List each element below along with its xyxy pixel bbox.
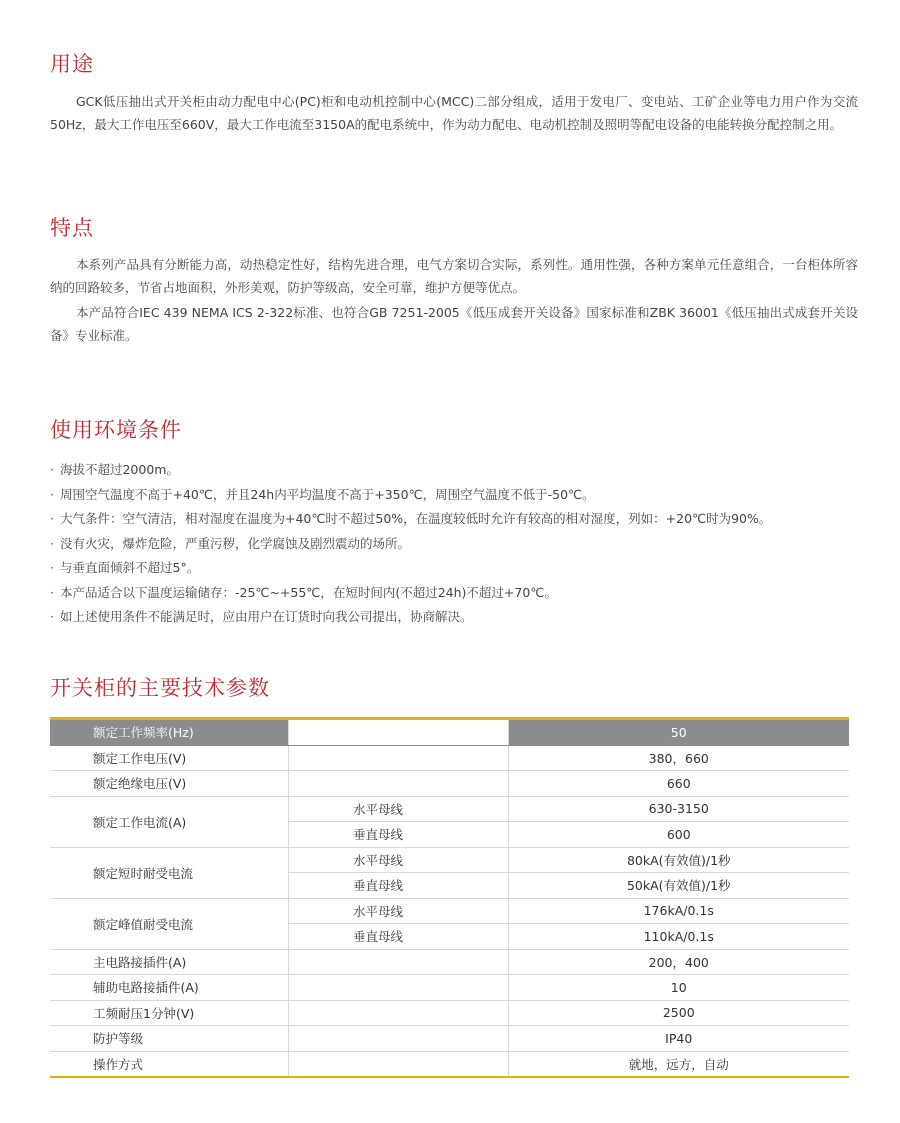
param-sub [288, 771, 508, 797]
param-name: 额定工作电压(V) [50, 745, 288, 771]
list-item: · 大气条件：空气清洁，相对湿度在温度为+40℃时不超过50%，在温度较低时允许有较高的相对湿度，列如：+20℃时为90%。 [50, 507, 870, 532]
table-row [50, 771, 849, 797]
param-value: 600 [508, 822, 849, 848]
param-sub: 水平母线 [288, 898, 508, 924]
environment-title: 使用环境条件 [50, 418, 182, 442]
table-row [50, 719, 849, 746]
param-name: 额定短时耐受电流 [50, 847, 288, 898]
features-title: 特点 [50, 216, 94, 240]
param-sub: 水平母线 [288, 796, 508, 822]
param-value: IP40 [508, 1026, 849, 1052]
param-sub: 垂直母线 [288, 873, 508, 899]
param-name: 主电路接插件(A) [50, 949, 288, 975]
param-name: 额定绝缘电压(V) [50, 771, 288, 797]
param-sub [288, 745, 508, 771]
param-value: 就地，远方，自动 [508, 1051, 849, 1077]
param-sub [288, 949, 508, 975]
list-item: · 本产品适合以下温度运输储存：-25℃~+55℃，在短时间内(不超过24h)不超过+70℃。 [50, 581, 870, 606]
list-item: · 如上述使用条件不能满足时，应由用户在订货时向我公司提出，协商解决。 [50, 605, 870, 630]
param-name: 防护等级 [50, 1026, 288, 1052]
list-item: · 没有火灾，爆炸危险，严重污秽，化学腐蚀及剧烈震动的场所。 [50, 532, 870, 557]
table-row [50, 847, 849, 873]
table-row [50, 1026, 849, 1052]
param-sub: 垂直母线 [288, 924, 508, 950]
param-sub [288, 1026, 508, 1052]
param-sub [288, 1000, 508, 1026]
param-value: 50 [508, 719, 849, 746]
param-value: 660 [508, 771, 849, 797]
param-value: 50kA(有效值)/1秒 [508, 873, 849, 899]
list-item: · 周围空气温度不高于+40℃，并且24h内平均温度不高于+350℃，周围空气温度不低于-50℃。 [50, 483, 870, 508]
usage-paragraph: GCK低压抽出式开关柜由动力配电中心(PC)柜和电动机控制中心(MCC)二部分组成，适用于发电厂、变电站、工矿企业等电力用户作为交流50Hz，最大工作电压至660V，最大工作电流至3150A的配电系统中，作为动力配电、电动机控制及照明等配电设备的电能转换分配控制之用。 [50, 94, 858, 132]
param-value: 10 [508, 975, 849, 1001]
usage-title: 用途 [50, 52, 94, 76]
environment-list [50, 458, 870, 630]
param-sub [288, 975, 508, 1001]
param-name: 工频耐压1分钟(V) [50, 1000, 288, 1026]
table-row [50, 796, 849, 822]
param-name: 额定工作电流(A) [50, 796, 288, 847]
list-item: · 海拔不超过2000m。 [50, 458, 870, 483]
table-row [50, 1000, 849, 1026]
param-sub: 垂直母线 [288, 822, 508, 848]
specs-title: 开关柜的主要技术参数 [50, 676, 270, 700]
table-row [50, 975, 849, 1001]
features-paragraph-1: 本系列产品具有分断能力高，动热稳定性好，结构先进合理，电气方案切合实际，系列性。通用性强，各种方案单元任意组合，一台柜体所容纳的回路较多，节省占地面积，外形美观，防护等级高，安全可靠，维护方便等优点。 [50, 257, 858, 295]
param-value: 80kA(有效值)/1秒 [508, 847, 849, 873]
param-value: 380，660 [508, 745, 849, 771]
param-sub [288, 719, 508, 746]
param-name: 辅助电路接插件(A) [50, 975, 288, 1001]
specs-table [50, 717, 849, 1078]
param-sub: 水平母线 [288, 847, 508, 873]
table-row [50, 898, 849, 924]
param-sub [288, 1051, 508, 1077]
param-value: 2500 [508, 1000, 849, 1026]
param-value: 176kA/0.1s [508, 898, 849, 924]
features-paragraph-2: 本产品符合IEC 439 NEMA ICS 2-322标准、也符合GB 7251-2005《低压成套开关设备》国家标准和ZBK 36001《低压抽出式成套开关设备》专业标准。 [50, 305, 858, 343]
table-row [50, 949, 849, 975]
list-item: · 与垂直面倾斜不超过5°。 [50, 556, 870, 581]
table-row [50, 745, 849, 771]
param-name: 操作方式 [50, 1051, 288, 1077]
param-name: 额定峰值耐受电流 [50, 898, 288, 949]
param-name: 额定工作频率(Hz) [50, 719, 288, 746]
table-row [50, 1051, 849, 1077]
param-value: 200，400 [508, 949, 849, 975]
param-value: 110kA/0.1s [508, 924, 849, 950]
param-value: 630-3150 [508, 796, 849, 822]
